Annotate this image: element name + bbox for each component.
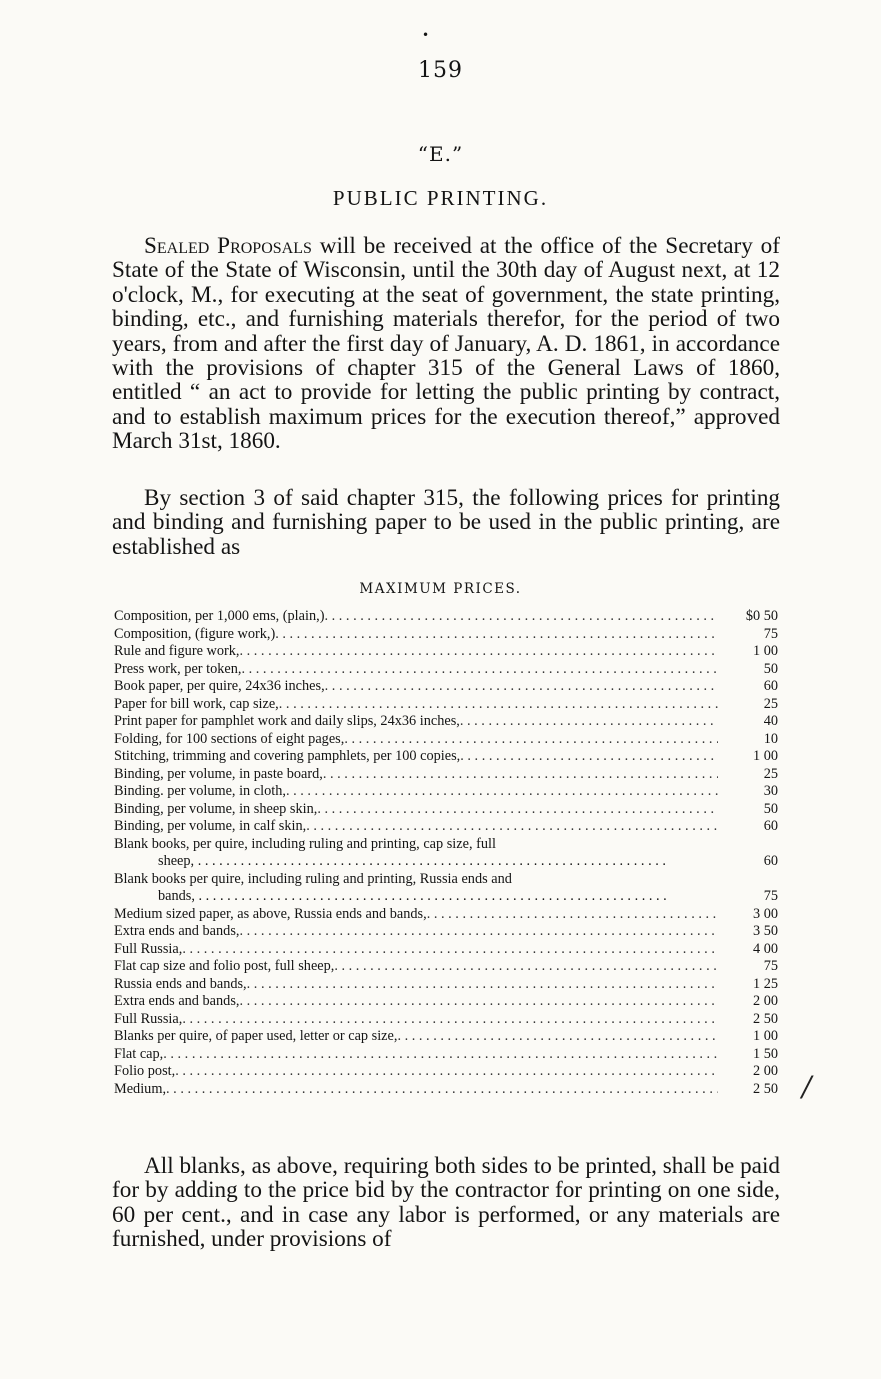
price-value: 60 bbox=[718, 818, 778, 836]
price-value: 2 50 bbox=[718, 1081, 778, 1099]
price-item-label: Composition, per 1,000 ems, (plain,) bbox=[114, 608, 325, 624]
price-value: 2 00 bbox=[718, 993, 778, 1011]
price-item bbox=[114, 1081, 718, 1099]
price-item bbox=[114, 923, 718, 941]
blanks-paragraph: All blanks, as above, requiring both sides to be printed, shall be paid for by adding to the price bid by the contractor for printing on one side, 60 per cent., and in case any labor is performed, or any materials are furnished, under provisions of bbox=[112, 1153, 780, 1253]
price-row bbox=[114, 801, 778, 819]
price-value: 75 bbox=[718, 888, 778, 906]
price-item-continuation: bands, . . . bbox=[114, 888, 667, 904]
price-item bbox=[114, 1028, 718, 1046]
top-dot: • bbox=[422, 28, 430, 42]
price-item bbox=[114, 661, 718, 679]
price-item bbox=[114, 783, 718, 801]
price-value: 1 50 bbox=[718, 1046, 778, 1064]
price-value: 3 50 bbox=[718, 923, 778, 941]
price-item bbox=[114, 958, 718, 976]
price-item bbox=[114, 993, 718, 1011]
page-title: PUBLIC PRINTING. bbox=[332, 186, 549, 210]
price-item bbox=[114, 836, 718, 871]
price-row bbox=[114, 941, 778, 959]
price-item-label: Extra ends and bands, bbox=[114, 993, 240, 1009]
price-row bbox=[114, 661, 778, 679]
price-item-label: Flat cap, bbox=[114, 1045, 164, 1062]
price-list bbox=[114, 608, 778, 1098]
price-value: 2 50 bbox=[718, 1011, 778, 1029]
margin-mark: / bbox=[802, 1070, 812, 1103]
price-value: 1 25 bbox=[718, 976, 778, 994]
price-item bbox=[114, 608, 718, 626]
price-item bbox=[114, 748, 718, 766]
price-item bbox=[114, 801, 718, 819]
price-value: 40 bbox=[718, 713, 778, 731]
price-item bbox=[114, 766, 718, 784]
price-value: 75 bbox=[718, 626, 778, 644]
price-row bbox=[114, 923, 778, 941]
price-item-label: Medium, bbox=[114, 1080, 167, 1097]
appendix-mark: “E.” bbox=[417, 142, 464, 166]
price-item-label: Binding. per volume, in cloth, bbox=[114, 783, 286, 799]
price-value: $0 50 bbox=[718, 608, 778, 626]
price-row bbox=[114, 871, 778, 906]
price-item-label: Binding, per volume, in paste board, bbox=[114, 765, 323, 782]
price-item-label: Binding, per volume, in sheep skin, bbox=[114, 800, 318, 817]
price-row bbox=[114, 748, 778, 766]
price-value: 1 00 bbox=[718, 643, 778, 661]
price-item bbox=[114, 731, 718, 749]
price-value: 10 bbox=[718, 731, 778, 749]
price-item-label: Paper for bill work, cap size, bbox=[114, 695, 279, 712]
price-value: 75 bbox=[718, 958, 778, 976]
price-item-label: Folding, for 100 sections of eight pages, bbox=[114, 730, 345, 747]
price-row bbox=[114, 678, 778, 696]
price-item bbox=[114, 976, 718, 994]
price-row bbox=[114, 608, 778, 626]
price-row bbox=[114, 626, 778, 644]
price-item bbox=[114, 906, 718, 924]
price-value: 30 bbox=[718, 783, 778, 801]
price-value: 2 00 bbox=[718, 1063, 778, 1081]
price-item bbox=[114, 1011, 718, 1029]
price-value: 50 bbox=[718, 661, 778, 679]
price-row bbox=[114, 1081, 778, 1099]
price-item-label: Full Russia, bbox=[114, 1010, 183, 1027]
price-value: 25 bbox=[718, 696, 778, 714]
price-item-label: Blank books per quire, including ruling and printing, Russia ends and bbox=[114, 870, 512, 887]
price-item-label: Press work, per token, bbox=[114, 660, 242, 677]
price-item-label: Rule and figure work, bbox=[114, 643, 240, 659]
page-number: 159 bbox=[418, 58, 463, 83]
price-row bbox=[114, 1028, 778, 1046]
price-item-label: Composition, (figure work,) bbox=[114, 625, 276, 642]
price-item-label: Binding, per volume, in calf skin, bbox=[114, 818, 307, 834]
price-row bbox=[114, 696, 778, 714]
price-item bbox=[114, 696, 718, 714]
price-row bbox=[114, 643, 778, 661]
price-row bbox=[114, 1063, 778, 1081]
price-row bbox=[114, 958, 778, 976]
price-item-label: Folio post, bbox=[114, 1063, 176, 1079]
price-item bbox=[114, 1046, 718, 1064]
price-item bbox=[114, 626, 718, 644]
price-item-label: Medium sized paper, as above, Russia ends and bands, bbox=[114, 905, 427, 922]
price-item-continuation: sheep, . . . bbox=[114, 853, 666, 869]
price-row bbox=[114, 766, 778, 784]
paragraph-lead: Sealed Proposals bbox=[144, 233, 312, 259]
price-value: 1 00 bbox=[718, 1028, 778, 1046]
price-value: 60 bbox=[718, 678, 778, 696]
price-item bbox=[114, 678, 718, 696]
price-item bbox=[114, 1063, 718, 1081]
section-heading: MAXIMUM PRICES. bbox=[359, 581, 522, 597]
paragraph-body: will be received at the office of the Secretary of State of the State of Wisconsin, until the 30th day of August next, at 12 o'clock, M., for executing at the seat of government, the state printing, binding, etc., and furnishing materials therefor, for the period of two years, from and after the first day of January, A. D. 1861, in accordance with the provisions of chapter 315 of the General Laws of 1860, entitled “ an act to provide for letting the public printing by contract, and to establish maximum prices for the execution thereof,” approved March 31st, 1860. bbox=[112, 233, 780, 455]
price-item bbox=[114, 941, 718, 959]
price-value: 3 00 bbox=[718, 906, 778, 924]
price-item-label: Blanks per quire, of paper used, letter or cap size, bbox=[114, 1028, 398, 1044]
price-item-label: Blank books, per quire, including ruling and printing, cap size, full bbox=[114, 835, 496, 852]
price-item bbox=[114, 871, 718, 906]
price-row bbox=[114, 906, 778, 924]
price-row bbox=[114, 783, 778, 801]
price-item-label: Print paper for pamphlet work and daily slips, 24x36 inches, bbox=[114, 713, 460, 729]
proposal-paragraph bbox=[112, 234, 780, 454]
price-row bbox=[114, 993, 778, 1011]
price-item-label: Extra ends and bands, bbox=[114, 923, 240, 939]
price-item bbox=[114, 818, 718, 836]
price-row bbox=[114, 1011, 778, 1029]
price-item bbox=[114, 713, 718, 731]
price-row bbox=[114, 1046, 778, 1064]
price-item-label: Full Russia, bbox=[114, 940, 183, 957]
price-value: 1 00 bbox=[718, 748, 778, 766]
price-value: 60 bbox=[718, 853, 778, 871]
price-item-label: Stitching, trimming and covering pamphlets, per 100 copies, bbox=[114, 748, 461, 764]
price-value: 4 00 bbox=[718, 941, 778, 959]
price-item-label: Book paper, per quire, 24x36 inches, bbox=[114, 678, 325, 694]
price-row bbox=[114, 818, 778, 836]
section-paragraph: By section 3 of said chapter 315, the following prices for printing and binding and furnishing paper to be used in the public printing, are established as bbox=[112, 485, 780, 560]
price-row bbox=[114, 836, 778, 871]
price-item-label: Russia ends and bands, bbox=[114, 975, 247, 992]
price-value: 25 bbox=[718, 766, 778, 784]
price-row bbox=[114, 713, 778, 731]
price-item bbox=[114, 643, 718, 661]
price-row bbox=[114, 731, 778, 749]
price-value: 50 bbox=[718, 801, 778, 819]
price-item-label: Flat cap size and folio post, full sheep, bbox=[114, 958, 335, 974]
price-row bbox=[114, 976, 778, 994]
